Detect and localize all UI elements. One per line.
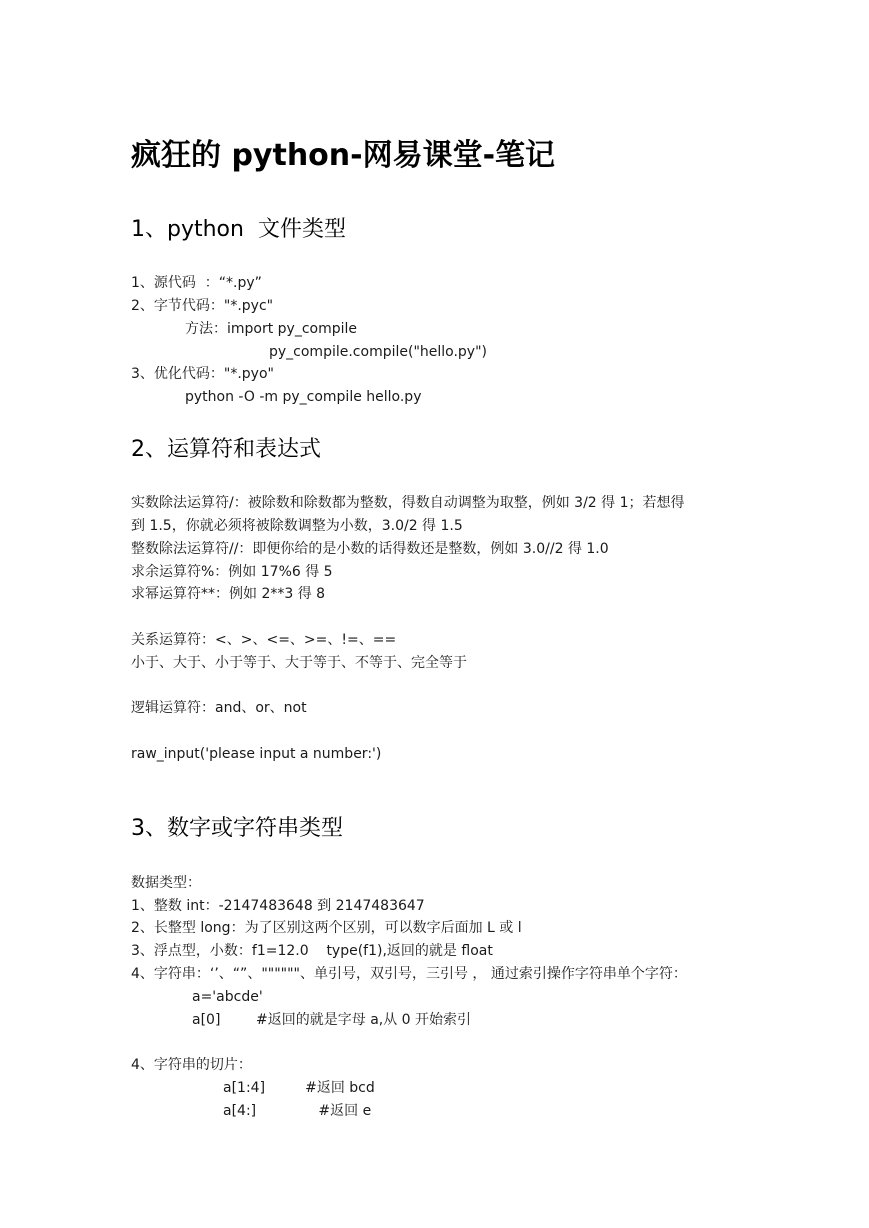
document-title: 疯狂的 python-网易课堂-笔记 — [131, 138, 556, 173]
text-line: 2、长整型 long：为了区别这两个区别，可以数字后面加 L 或 l — [131, 920, 522, 936]
text-line: a='abcde' — [192, 989, 263, 1005]
text-line: 3、优化代码："*.pyo" — [131, 366, 274, 382]
text-line: a[0] #返回的就是字母 a,从 0 开始索引 — [192, 1012, 472, 1028]
text-line: 2、字节代码："*.pyc" — [131, 298, 274, 314]
text-line: 4、字符串：‘’、“”、""""""、单引号，双引号，三引号 ， 通过索引操作字符串单个字符： — [131, 966, 687, 982]
text-line: 小于、大于、小于等于、大于等于、不等于、完全等于 — [131, 655, 467, 671]
text-line: 3、浮点型，小数：f1=12.0 type(f1),返回的就是 float — [131, 943, 493, 959]
section-heading-operators: 2、运算符和表达式 — [131, 437, 321, 462]
text-line: 整数除法运算符//：即便你给的是小数的话得数还是整数，例如 3.0//2 得 1.0 — [131, 541, 609, 557]
text-line: 求余运算符%：例如 17%6 得 5 — [131, 564, 333, 580]
text-line: 逻辑运算符：and、or、not — [131, 700, 307, 716]
text-line: a[4:] #返回 e — [223, 1103, 372, 1119]
text-line: 1、整数 int：-2147483648 到 2147483647 — [131, 898, 425, 914]
text-line: 实数除法运算符/：被除数和除数都为整数，得数自动调整为取整，例如 3/2 得 1；若想得 — [131, 495, 685, 511]
section-heading-number-string-types: 3、数字或字符串类型 — [131, 816, 343, 841]
text-line: 到 1.5，你就必须将被除数调整为小数，3.0/2 得 1.5 — [131, 518, 463, 534]
text-line: 4、字符串的切片： — [131, 1057, 252, 1073]
text-line: 方法：import py_compile — [185, 321, 358, 337]
text-line: 数据类型： — [131, 875, 201, 891]
text-line: 求幂运算符**：例如 2**3 得 8 — [131, 586, 326, 602]
text-line: python -O -m py_compile hello.py — [185, 389, 422, 405]
text-line: 关系运算符：<、>、<=、>=、!=、== — [131, 632, 397, 648]
text-line: 1、源代码 ：“*.py” — [131, 275, 262, 291]
text-line: a[1:4] #返回 bcd — [223, 1080, 375, 1096]
text-line: raw_input('please input a number:') — [131, 746, 382, 762]
section-heading-file-types: 1、python 文件类型 — [131, 217, 346, 242]
text-line: py_compile.compile("hello.py") — [269, 344, 487, 360]
